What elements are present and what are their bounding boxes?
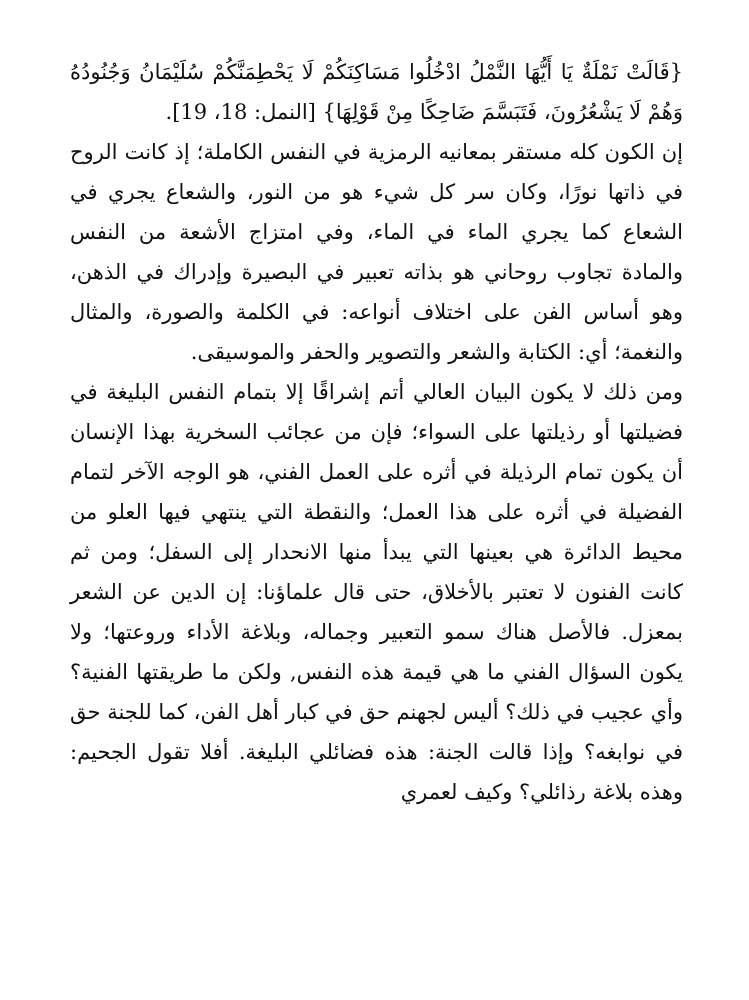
universe-paragraph: إن الكون كله مستقر بمعانيه الرمزية في النفس الكاملة؛ إذ كانت الروح في ذاتها نورًا، وكان سر كل شيء هو من النور، والشعاع يجري في الشعاع كما يجري الماء في الماء، وفي امتزاج الأشعة من النفس والمادة تجاوب روحاني هو بذاته تعبير في البصيرة وإدراك في الذهن، وهو أساس الفن على اختلاف أنواعه: في الكلمة والصورة، والمثال والنغمة؛ أي: الكتابة والشعر والتصوير والحفر والموسيقى. bbox=[70, 140, 683, 364]
eloquence-paragraph: ومن ذلك لا يكون البيان العالي أتم إشراقًا إلا بتمام النفس البليغة في فضيلتها أو رذيلتها على السواء؛ فإن من عجائب السخرية بهذا الإنسان أن يكون تمام الرذيلة في أثره على العمل الفني، هو الوجه الآخر لتمام الفضيلة في أثره على هذا العمل؛ والنقطة التي ينتهي فيها العلو من محيط الدائرة هي بعينها التي يبدأ منها الانحدار إلى السفل؛ ومن ثم كانت الفنون لا تعتبر بالأخلاق، حتى قال علماؤنا: إن الدين عن الشعر بمعزل. فالأصل هناك سمو التعبير وجماله، وبلاغة الأداء وروعتها؛ ولا يكون السؤال الفني ما هي قيمة هذه النفس, ولكن ما طريقتها الفنية؟ وأي عجيب في ذلك؟ أليس لجهنم حق في كبار أهل الفن، كما للجنة حق في نوابغه؟ وإذا قالت الجنة: هذه فضائلي البليغة. أفلا تقول الجحيم: وهذه بلاغة رذائلي؟ وكيف لعمري bbox=[70, 380, 683, 804]
quran-verse-paragraph: {قَالَتْ نَمْلَةٌ يَا أَيُّهَا النَّمْلُ ادْخُلُوا مَسَاكِنَكُمْ لَا يَحْطِمَنَّكُمْ سُلَيْمَانُ وَجُنُودُهُ وَهُمْ لَا يَشْعُرُونَ، فَتَبَسَّمَ ضَاحِكًا مِنْ قَوْلِهَا} [النمل: 18، 19]. bbox=[70, 60, 683, 124]
body-text bbox=[70, 52, 683, 812]
